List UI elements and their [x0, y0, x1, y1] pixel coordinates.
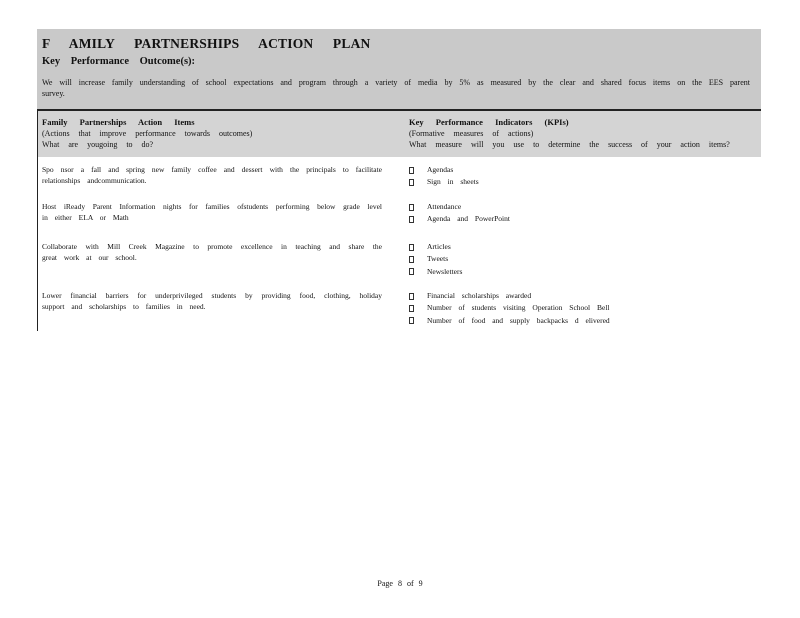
- kpi-list: [409, 290, 610, 327]
- kpi-question: What measure will you use to determine the success of your action items?: [409, 140, 730, 149]
- kpi-item: Number of food and supply backpacks d elivered: [409, 315, 610, 327]
- outcome-heading: Key Performance Outcome(s):: [42, 56, 196, 67]
- action-item: Spo nsor a fall and spring new family coffee and dessert with the principals to facilitate relationships andcommunication.: [42, 165, 382, 185]
- outcome-text: We will increase family understanding of school expectations and program through a variety of media by 5% as measured by the clear and shared focus items on the EES parent survey.: [42, 78, 750, 98]
- checkbox-bullet-icon: [409, 244, 414, 251]
- action-items-title: Family Partnerships Action Items: [42, 117, 195, 127]
- action-items-question: What are yougoing to do?: [42, 140, 154, 149]
- checkbox-bullet-icon: [409, 167, 414, 174]
- kpi-item: Tweets: [409, 253, 462, 265]
- kpi-subtitle: (Formative measures of actions): [409, 129, 534, 138]
- checkbox-bullet-icon: [409, 317, 414, 324]
- kpi-item: Newsletters: [409, 266, 462, 278]
- checkbox-bullet-icon: [409, 268, 414, 275]
- checkbox-bullet-icon: [409, 293, 414, 300]
- action-items-subtitle: (Actions that improve performance towards outcomes): [42, 129, 253, 138]
- checkbox-bullet-icon: [409, 256, 414, 263]
- kpi-item: Agendas: [409, 164, 479, 176]
- left-border: [37, 109, 38, 331]
- checkbox-bullet-icon: [409, 305, 414, 312]
- kpi-list: [409, 164, 479, 189]
- checkbox-bullet-icon: [409, 204, 414, 211]
- kpi-list: [409, 201, 510, 226]
- action-item: Collaborate with Mill Creek Magazine to promote excellence in teaching and share the great work at our school.: [42, 242, 382, 262]
- checkbox-bullet-icon: [409, 216, 414, 223]
- kpi-item: Articles: [409, 241, 462, 253]
- action-items-header: [42, 117, 252, 150]
- kpi-item: Agenda and PowerPoint: [409, 213, 510, 225]
- kpi-title: Key Performance Indicators (KPIs): [409, 117, 569, 127]
- kpi-item: Sign in sheets: [409, 176, 479, 188]
- kpi-item: Financial scholarships awarded: [409, 290, 610, 302]
- kpi-header: [409, 117, 730, 150]
- action-item: Host iReady Parent Information nights for families ofstudents performing below grade level in either ELA or Math: [42, 202, 382, 222]
- kpi-item: Attendance: [409, 201, 510, 213]
- kpi-item: Number of students visiting Operation School Bell: [409, 302, 610, 314]
- checkbox-bullet-icon: [409, 179, 414, 186]
- kpi-list: [409, 241, 462, 278]
- action-item: Lower financial barriers for underprivileged students by providing food, clothing, holiday support and scholarships to families in need.: [42, 291, 382, 311]
- page-number: Page 8 of 9: [377, 579, 423, 588]
- page-title: F AMILY PARTNERSHIPS ACTION PLAN: [42, 36, 371, 51]
